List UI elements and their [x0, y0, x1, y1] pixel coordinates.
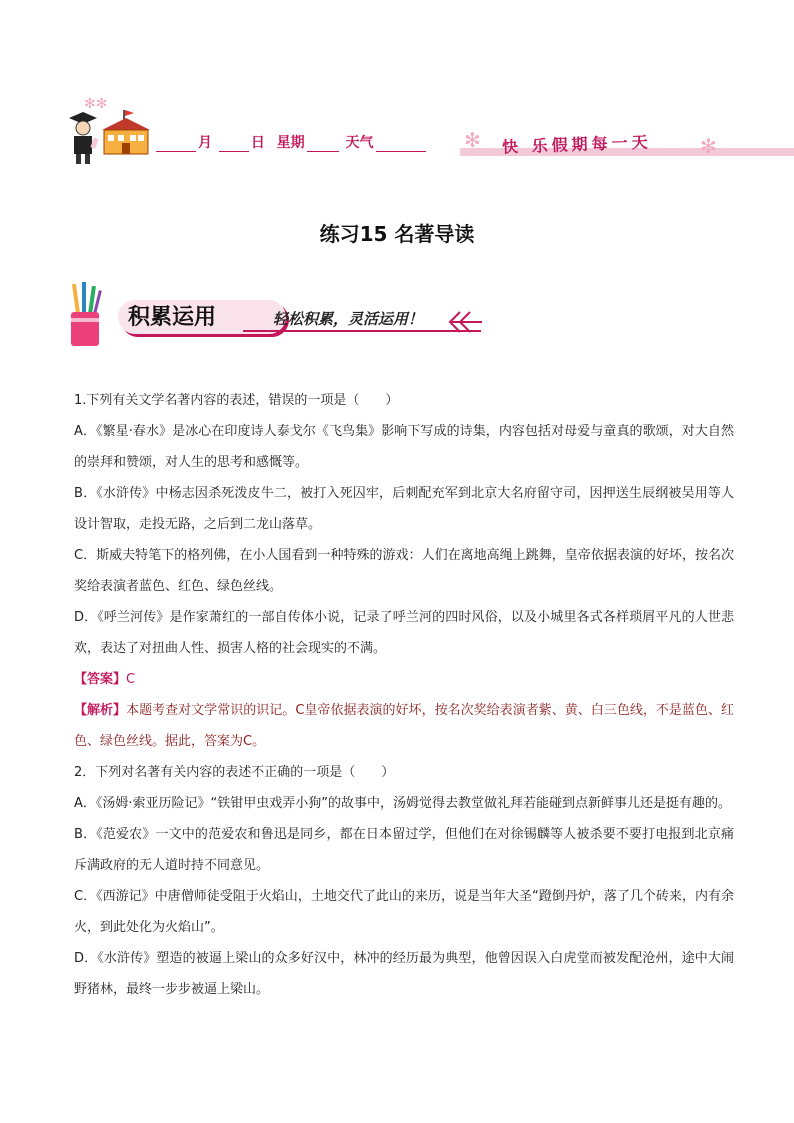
weather-label: 天气	[345, 135, 374, 151]
section-subtitle: 轻松积累，灵活运用！	[273, 310, 424, 328]
slogan: 快 乐假期每一天	[501, 132, 652, 157]
pencil-cup-icon	[68, 282, 104, 348]
question-stem: 1.下列有关文学名著内容的表述，错误的一项是（ ）	[74, 393, 399, 408]
answer-value: C	[126, 672, 136, 687]
page-title: 练习15 名著导读	[319, 222, 475, 246]
snowflake-icon: ✻	[700, 134, 717, 158]
option-a: A．《繁星·春水》是冰心在印度诗人泰戈尔《飞鸟集》影响下写成的诗集，内容包括对母爱与童真的歌颂，对大自然的崇拜和赞颂，对人生的思考和感慨等。	[74, 424, 734, 470]
option-b: B．《范爱农》一文中的范爱农和鲁迅是同乡，都在日本留过学，但他们在对徐锡麟等人被杀要不要打电报到北京痛斥满政府的无人道时持不同意见。	[74, 827, 734, 873]
graduate-icon	[64, 108, 98, 164]
answer-label: 【答案】	[74, 672, 127, 687]
option-c: C．《西游记》中唐僧师徒受阻于火焰山，土地交代了此山的来历，说是当年大圣“蹬倒丹炉，落了几个砖来，内有余火，到此处化为火焰山”。	[74, 889, 734, 935]
option-d: D．《呼兰河传》是作家萧红的一部自传体小说，记录了呼兰河的四时风俗，以及小城里各式各样琐屑平凡的人世悲欢，表达了对扭曲人性、损害人格的社会现实的不满。	[74, 610, 734, 656]
option-c: C．斯威夫特笔下的格列佛，在小人国看到一种特殊的游戏：人们在离地高绳上跳舞，皇帝依据表演的好坏，按名次奖给表演者蓝色、红色、绿色丝线。	[74, 548, 734, 594]
page-header	[60, 96, 784, 166]
analysis-label: 【解析】	[74, 703, 127, 718]
question-stem: 2．下列对名著有关内容的表述不正确的一项是（ ）	[74, 765, 395, 780]
analysis-line	[74, 695, 734, 757]
option-a: A．《汤姆·索亚历险记》“铁钳甲虫戏弄小狗”的故事中，汤姆觉得去教堂做礼拜若能碰到点新鲜事儿还是挺有趣的。	[74, 796, 731, 811]
section-banner	[68, 282, 488, 352]
day-label: 日	[250, 135, 265, 151]
month-label: 月	[198, 135, 212, 151]
option-d: D．《水浒传》塑造的被逼上梁山的众多好汉中，林冲的经历最为典型，他曾因误入白虎堂而被发配沧州，途中大闹野猪林，最终一步步被逼上梁山。	[74, 951, 734, 997]
question-content	[74, 385, 734, 1005]
snowflake-icon: ✻	[464, 128, 481, 152]
option-b: B．《水浒传》中杨志因杀死泼皮牛二，被打入死囚牢，后刺配充军到北京大名府留守司，因押送生辰纲被吴用等人设计智取，走投无路，之后到二龙山落草。	[74, 486, 734, 532]
double-arrow-left-icon	[446, 310, 482, 334]
date-weather-fields	[156, 132, 428, 152]
snowflake-icon: ✻✻	[84, 96, 108, 112]
analysis-text: 本题考查对文学常识的识记。C皇帝依据表演的好坏，按名次奖给表演者紫、黄、白三色线，不是蓝色、红色、绿色丝线。据此，答案为C。	[74, 703, 734, 749]
school-icon	[98, 110, 154, 156]
section-label: 积累运用	[128, 305, 217, 330]
answer-line	[74, 664, 734, 695]
weekday-label: 星期	[276, 135, 305, 151]
